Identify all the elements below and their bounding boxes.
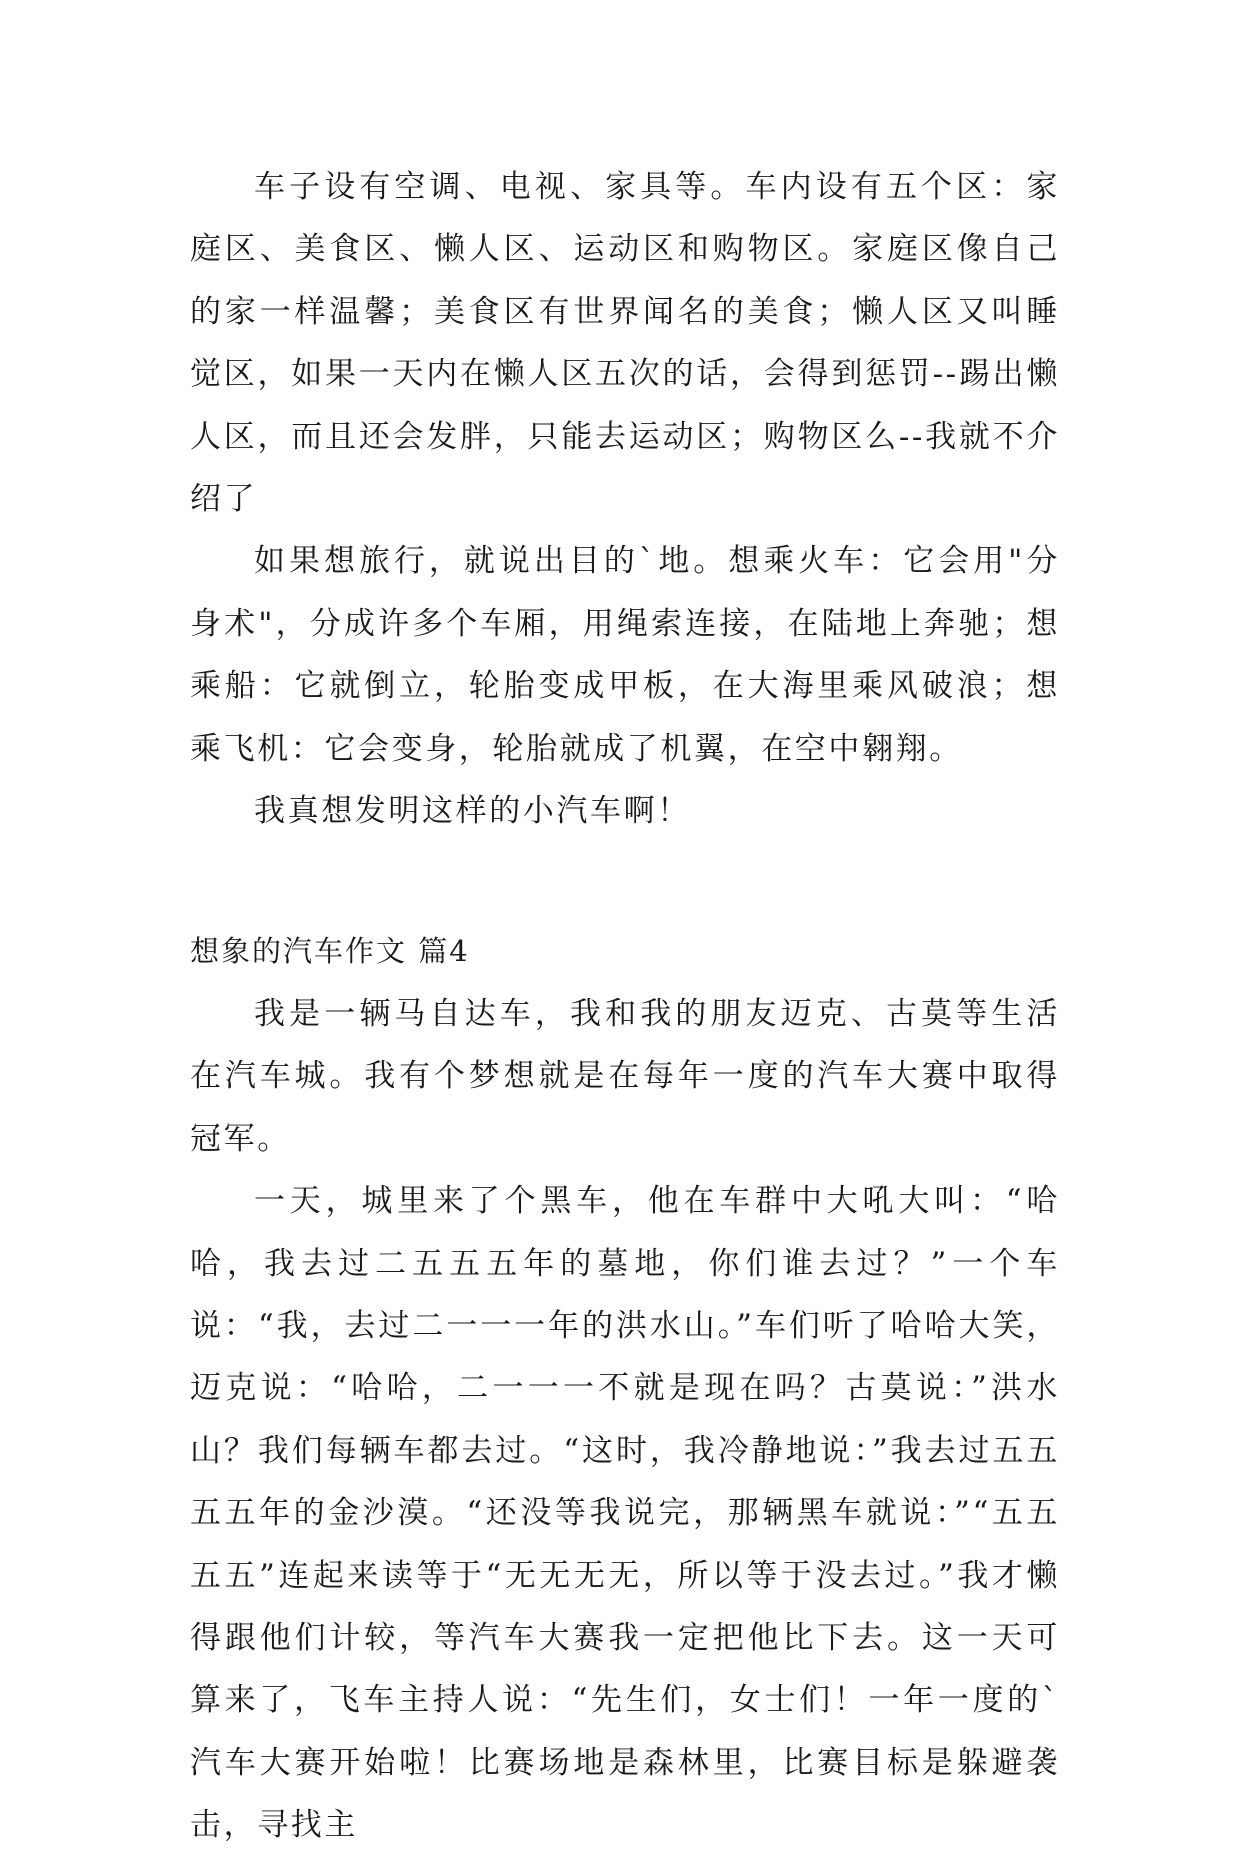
paragraph-features: 车子设有空调、电视、家具等。车内设有五个区：家庭区、美食区、懒人区、运动区和购物区。家庭区像自己的家一样温馨；美食区有世界闻名的美食；懒人区又叫睡觉区，如果一天内在懒人区五次的话，会得到惩罚--踢出懒人区，而且还会发胖，只能去运动区；购物区么--我就不介绍了 [190, 169, 1060, 518]
paragraph-story: 一天，城里来了个黑车，他在车群中大吼大叫：“哈哈，我去过二五五五年的墓地，你们谁去过？”一个车说：“我，去过二一一一年的洪水山。”车们听了哈哈大笑，迈克说：“哈哈，二一一一不就是现在吗？古莫说：”洪水山？我们每辆车都去过。“这时，我冷静地说：”我去过五五五五年的金沙漠。“还没等我说完，那辆黑车就说：”“五五五五”连起来读等于“无无无无，所以等于没去过。”我才懒得跟他们计较，等汽车大赛我一定把他比下去。这一天可算来了，飞车主持人说：“先生们，女士们！一年一度的`汽车大赛开始啦！比赛场地是森林里，比赛目标是躲避袭击，寻找主 [190, 1183, 1060, 1844]
paragraph-wish: 我真想发明这样的小汽车啊！ [254, 793, 691, 830]
paragraph-intro: 我是一辆马自达车，我和我的朋友迈克、古莫等生活在汽车城。我有个梦想就是在每年一度的汽车大赛中取得冠军。 [190, 995, 1060, 1157]
document-page [190, 156, 1060, 1857]
section-heading: 想象的汽车作文 篇4 [190, 934, 470, 969]
paragraph-travel: 如果想旅行，就说出目的`地。想乘火车：它会用"分身术"，分成许多个车厢，用绳索连接，在陆地上奔驰；想乘船：它就倒立，轮胎变成甲板，在大海里乘风破浪；想乘飞机：它会变身，轮胎就成了机翼，在空中翱翔。 [190, 543, 1060, 767]
section-gap [190, 842, 1060, 920]
